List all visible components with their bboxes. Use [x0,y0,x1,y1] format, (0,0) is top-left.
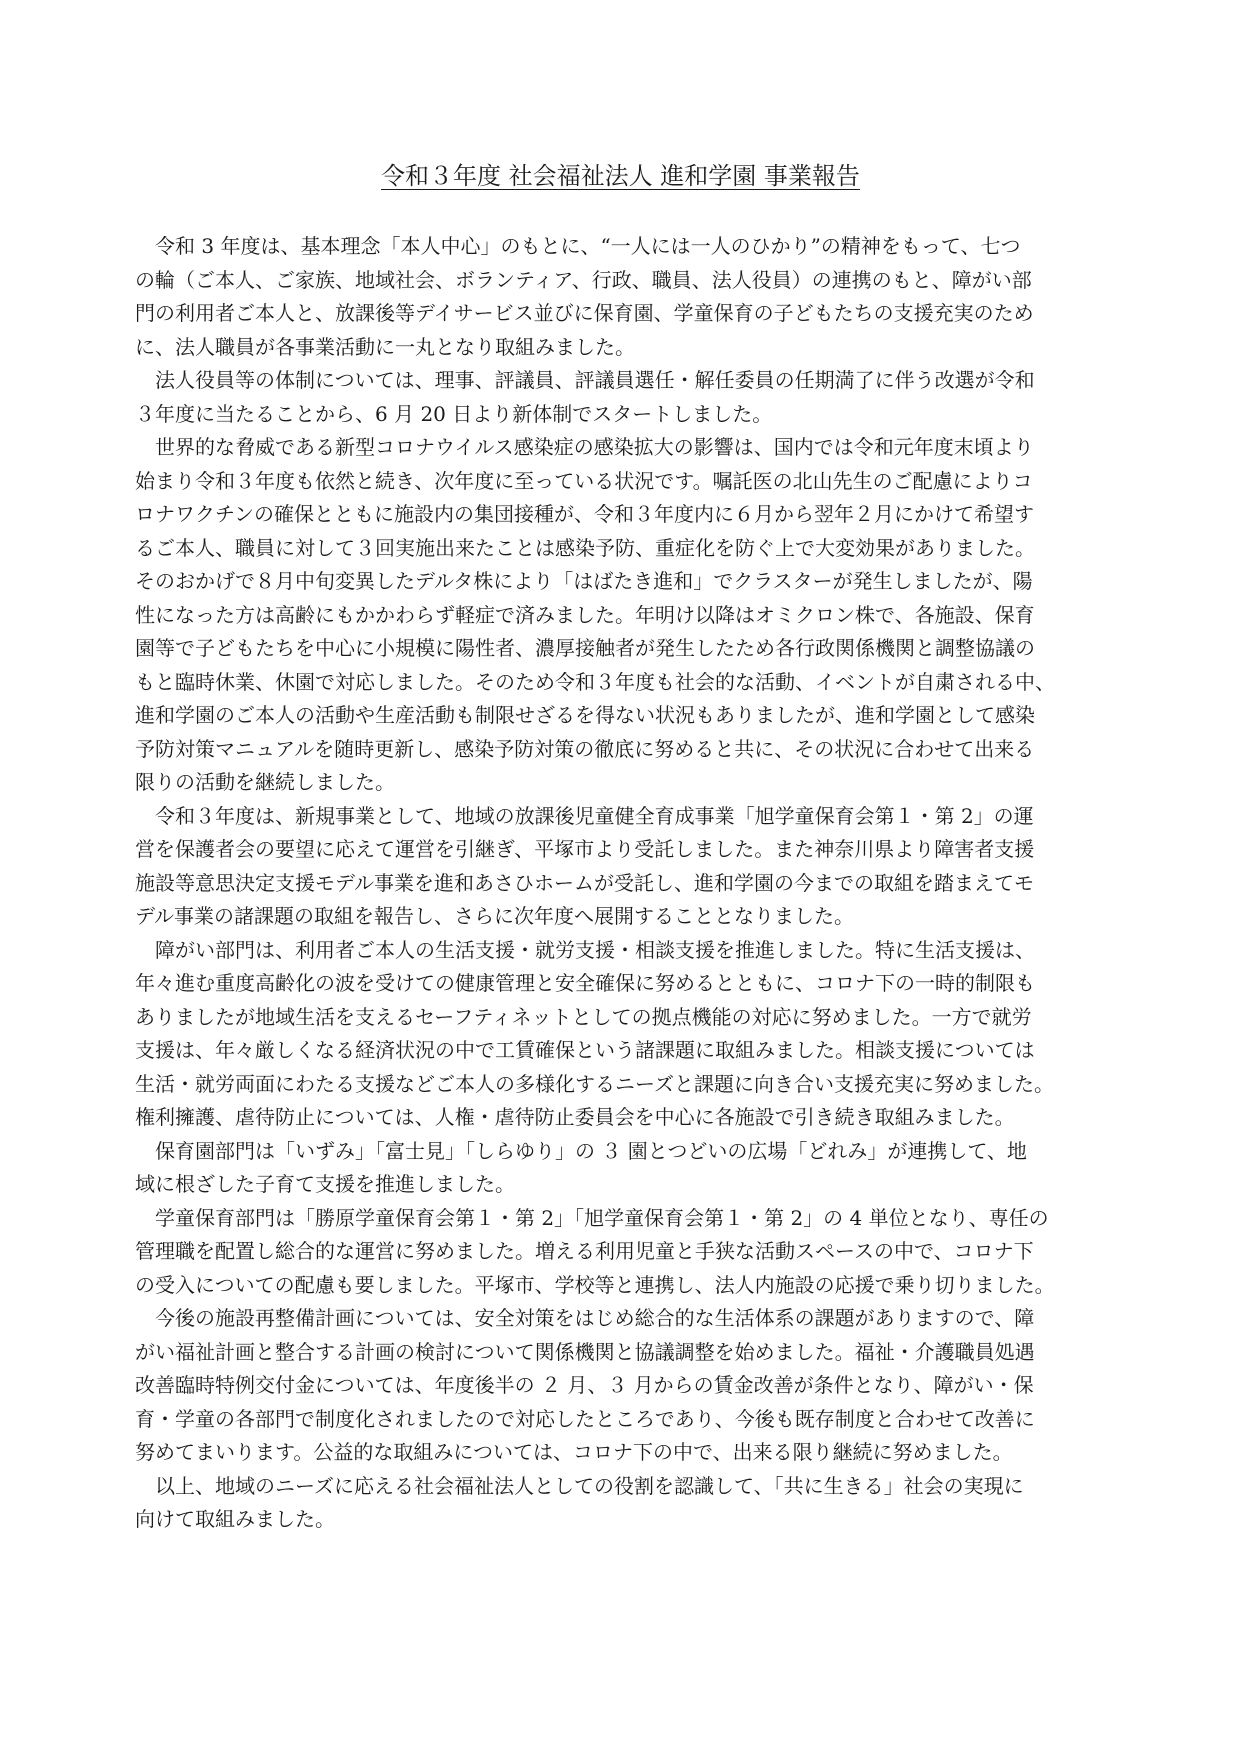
body-text-line: 管理職を配置し総合的な運営に努めました。増える利用児童と手狭な活動スペースの中で、コロナ下 [135,1239,1034,1263]
body-text-line: 年々進む重度高齢化の波を受けての健康管理と安全確保に努めるとともに、コロナ下の一時的制限も [135,971,1035,995]
body-text-line: 以上、地域のニーズに応える社会福祉法人としての役割を認識して、「共に生きる」社会の実現に [135,1473,1024,1498]
body-text-line: 世界的な脅威である新型コロナウイルス感染症の感染拡大の影響は、国内では令和元年度末頃より [135,435,1034,459]
body-text-line: 法人役員等の体制については、理事、評議員、評議員選任・解任委員の任期満了に伴う改選が令和 [135,368,1035,392]
body-text-line: の輪（ご本人、ご家族、地域社会、ボランティア、行政、職員、法人役員）の連携のもと、障がい部 [135,267,1032,292]
body-text-line: 令和３年度は、新規事業として、地域の放課後児童健全育成事業「旭学童保育会第１・第 2」の運 [135,803,1034,828]
body-text-line: 努めてまいります。公益的な取組みについては、コロナ下の中で、出来る限り継続に努めました。 [135,1440,1013,1464]
body-text-line: 域に根ざした子育て支援を推進しました。 [135,1172,515,1196]
body-text-line: 障がい部門は、利用者ご本人の生活支援・就労支援・相談支援を推進しました。特に生活支援は、 [135,937,1035,962]
body-text-line: がい福祉計画と整合する計画の検討について関係機関と協議調整を始めました。福祉・介護職員処遇 [135,1339,1035,1364]
body-text-line: もと臨時休業、休園で対応しました。そのため令和３年度も社会的な活動、イベントが自粛される中、 [135,669,1055,694]
body-text-line: ３年度に当たることから、6 月 20 日より新体制でスタートしました。 [135,401,773,426]
body-text-line: 向けて取組みました。 [135,1507,335,1531]
body-text-line: 保育園部門は「いずみ」「富士見」「しらゆり」の ３ 園とつどいの広場「どれみ」が連携して、地 [135,1138,1027,1163]
body-text-line: 生活・就労両面にわたる支援などご本人の多様化するニーズと課題に向き合い支援充実に努めました。 [135,1071,1054,1096]
body-text-line: るご本人、職員に対して３回実施出来たことは感染予防、重症化を防ぐ上で大変効果がありました。 [135,535,1035,560]
body-text-line: 令和 3 年度は、基本理念「本人中心」のもとに、“一人には一人のひかり”の精神をもって、七つ [135,234,1021,258]
body-text-line: 予防対策マニュアルを随時更新し、感染予防対策の徹底に努めると共に、その状況に合わせて出来る [135,736,1035,761]
body-text-line: 育・学童の各部門で制度化されましたので対応したところであり、今後も既存制度と合わせて改善に [135,1406,1035,1431]
body-text-line: に、法人職員が各事業活動に一丸となり取組みました。 [135,334,635,359]
body-text-line: 園等で子どもたちを中心に小規模に陽性者、濃厚接触者が発生したため各行政関係機関と調整協議の [135,636,1035,660]
body-text-line: 権利擁護、虐待防止については、人権・虐待防止委員会を中心に各施設で引き続き取組みました。 [135,1105,1015,1129]
body-text-line: ありましたが地域生活を支えるセーフティネットとしての拠点機能の対応に努めました。一方で就労 [135,1004,1032,1029]
body-text-line: そのおかげで８月中旬変異したデルタ株により「はばたき進和」でクラスターが発生しましたが、陽 [135,569,1033,593]
body-text-line: 門の利用者ご本人と、放課後等デイサービス並びに保育園、学童保育の子どもたちの支援充実のため [135,301,1034,325]
body-text-line: ロナワクチンの確保とともに施設内の集団接種が、令和３年度内に６月から翌年２月にかけて希望す [135,502,1034,526]
body-text-line: の受入についての配慮も要しました。平塚市、学校等と連携し、法人内施設の応援で乗り切りました。 [135,1272,1055,1297]
document-title [0,160,1241,192]
body-text-line: デル事業の諸課題の取組を報告し、さらに次年度へ展開することとなりました。 [135,904,854,928]
body-text-line: 学童保育部門は「勝原学童保育会第１・第 2」「旭学童保育会第１・第 2」の 4 単位となり、専任の [135,1205,1049,1230]
body-text-line: 改善臨時特例交付金については、年度後半の ２ 月、３ 月からの賃金改善が条件となり、障がい・保 [135,1373,1034,1397]
body-text-line: 今後の施設再整備計画については、安全対策をはじめ総合的な生活体系の課題がありますので、障 [135,1306,1035,1330]
body-text-line: 性になった方は高齢にもかかわらず軽症で済みました。年明け以降はオミクロン株で、各施設、保育 [135,602,1035,627]
body-text-line: 始まり令和３年度も依然と続き、次年度に至っている状況です。嘱託医の北山先生のご配慮によりコ [135,468,1033,493]
body-text-line: 支援は、年々厳しくなる経済状況の中で工賃確保という諸課題に取組みました。相談支援については [135,1038,1035,1062]
document-title-text: 令和３年度 社会福祉法人 進和学園 事業報告 [381,162,860,190]
document-body [135,230,1115,1537]
body-text-line: 進和学園のご本人の活動や生産活動も制限せざるを得ない状況もありましたが、進和学園として感染 [135,703,1035,727]
body-text-line: 限りの活動を継続しました。 [135,770,395,794]
body-text-line: 施設等意思決定支援モデル事業を進和あさひホームが受託し、進和学園の今までの取組を踏まえてモ [135,870,1034,895]
body-text-line: 営を保護者会の要望に応えて運営を引継ぎ、平塚市より受託しました。また神奈川県より障害者支援 [135,837,1035,861]
